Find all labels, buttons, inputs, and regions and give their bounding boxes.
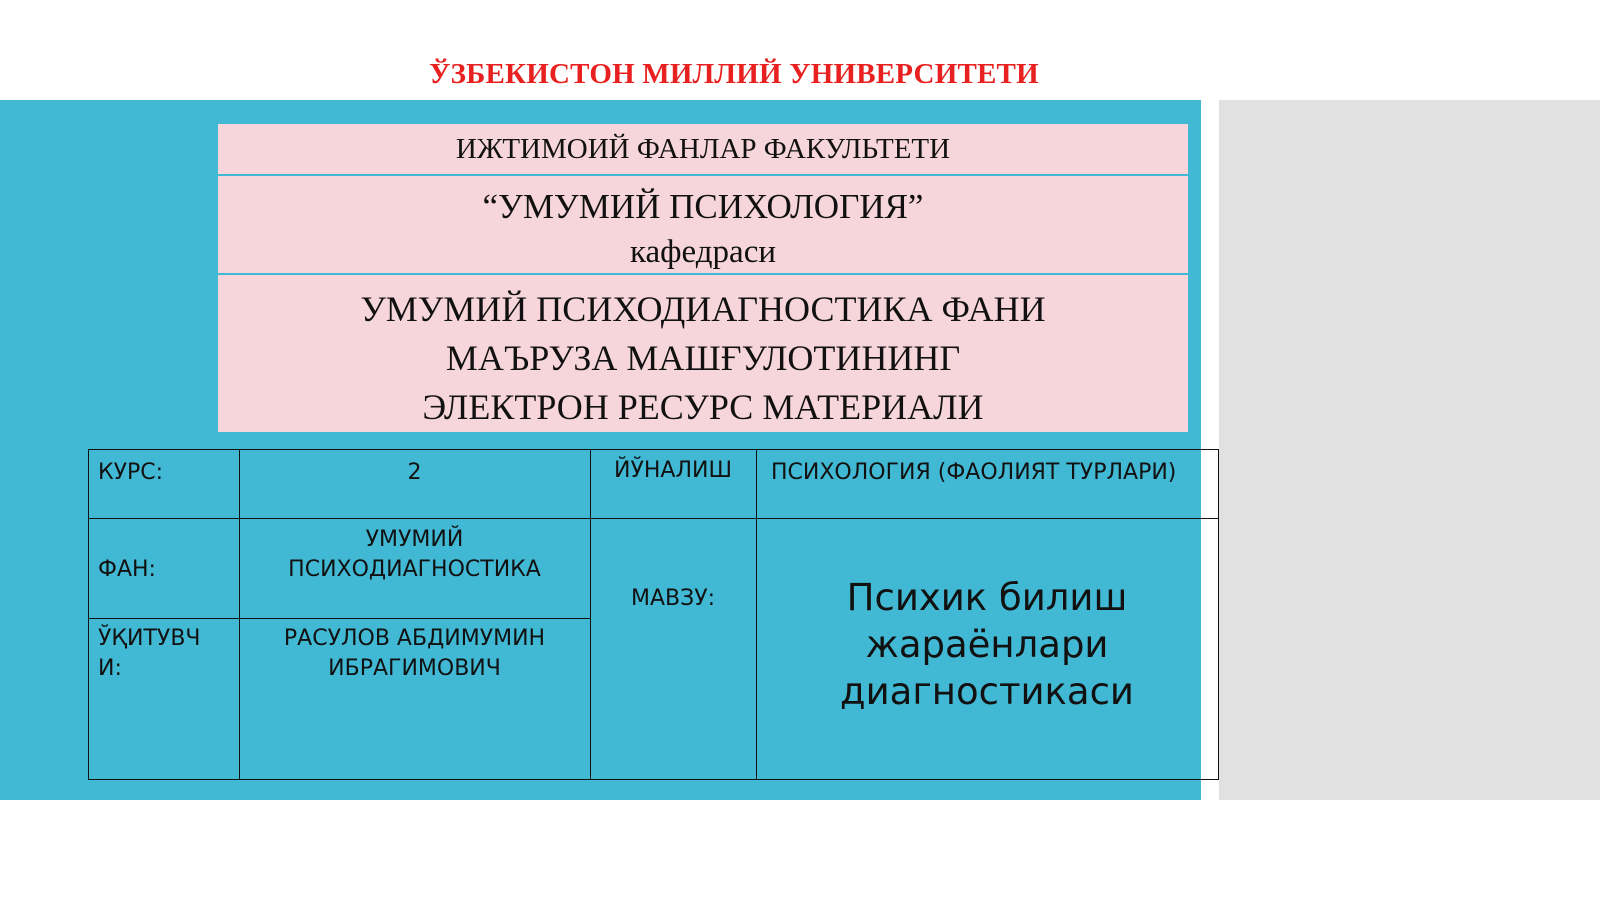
- direction-label: ЙЎНАЛИШ: [614, 458, 732, 483]
- info-table: [88, 449, 1219, 780]
- department-box: [218, 176, 1188, 273]
- subject-value-line: УМУМИЙ: [365, 527, 464, 552]
- topic-line: жараёнлари: [865, 623, 1109, 666]
- department-word: кафедраси: [629, 234, 777, 270]
- material-box: [218, 275, 1188, 432]
- gray-side-panel: [1219, 100, 1600, 800]
- table-divider: [89, 618, 590, 619]
- teacher-label-line: ЎҚИТУВЧ: [98, 626, 201, 651]
- direction-value: ПСИХОЛОГИЯ (ФАОЛИЯТ ТУРЛАРИ): [771, 460, 1177, 485]
- topic-value: [756, 574, 1218, 715]
- topic-line: диагностикаси: [840, 670, 1134, 713]
- table-divider: [89, 518, 1218, 519]
- course-label: КУРС:: [98, 460, 164, 485]
- material-line: ЭЛЕКТРОН РЕСУРС МАТЕРИАЛИ: [422, 387, 984, 427]
- material-line: МАЪРУЗА МАШҒУЛОТИНИНГ: [445, 338, 961, 378]
- subject-value: [239, 525, 590, 585]
- faculty-box: [218, 124, 1188, 174]
- teacher-value: [239, 624, 590, 684]
- university-title: ЎЗБЕКИСТОН МИЛЛИЙ УНИВЕРСИТЕТИ: [429, 58, 1039, 90]
- teacher-label: [98, 624, 201, 684]
- course-value: 2: [407, 460, 422, 485]
- subject-label: ФАН:: [98, 557, 156, 582]
- department-name: “УМУМИЙ ПСИХОЛОГИЯ”: [482, 187, 924, 226]
- teacher-value-line: ИБРАГИМОВИЧ: [328, 656, 501, 681]
- teacher-value-line: РАСУЛОВ АБДИМУМИН: [283, 626, 546, 651]
- topic-line: Психик билиш: [846, 576, 1128, 619]
- subject-value-line: ПСИХОДИАГНОСТИКА: [288, 557, 541, 582]
- table-divider: [590, 450, 591, 779]
- table-divider: [239, 450, 240, 779]
- material-line: УМУМИЙ ПСИХОДИАГНОСТИКА ФАНИ: [360, 289, 1046, 329]
- teacher-label-line: И:: [98, 656, 122, 681]
- topic-label: МАВЗУ:: [630, 586, 716, 611]
- faculty-name: ИЖТИМОИЙ ФАНЛАР ФАКУЛЬТЕТИ: [455, 133, 951, 165]
